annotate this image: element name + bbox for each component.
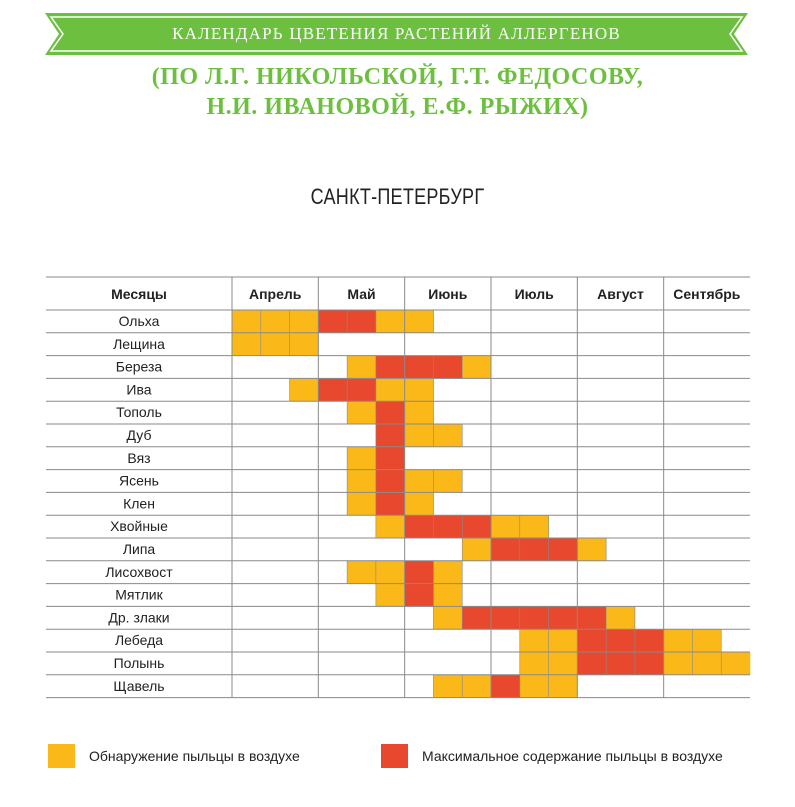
cell-detection — [721, 652, 750, 675]
cell-detection — [433, 561, 462, 584]
subtitle-line-2: Н.И. ИВАНОВОЙ, Е.Ф. РЫЖИХ) — [206, 94, 589, 120]
plant-label: Клен — [123, 495, 155, 512]
cell-detection — [347, 470, 376, 493]
cell-detection — [491, 515, 520, 538]
legend-label-max: Максимальное содержание пыльцы в воздухе — [422, 748, 723, 764]
cell-detection — [433, 424, 462, 447]
cell-detection — [347, 356, 376, 379]
legend-label-detection: Обнаружение пыльцы в воздухе — [89, 748, 300, 764]
plant-label: Вяз — [127, 449, 151, 466]
cell-max — [405, 561, 434, 584]
cell-detection — [232, 310, 261, 333]
cell-detection — [347, 561, 376, 584]
plant-label: Лебеда — [114, 632, 164, 649]
cell-detection — [376, 378, 405, 401]
cell-detection — [520, 629, 549, 652]
cell-detection — [347, 447, 376, 470]
cell-detection — [405, 401, 434, 424]
plant-label: Др. злаки — [108, 609, 170, 626]
month-header-label: Май — [347, 286, 376, 302]
cell-max — [405, 515, 434, 538]
cell-max — [549, 606, 578, 629]
cell-detection — [433, 675, 462, 698]
cell-detection — [290, 378, 319, 401]
month-header-label: Август — [597, 286, 644, 302]
cell-detection — [462, 538, 491, 561]
cell-max — [520, 606, 549, 629]
plant-label: Мятлик — [115, 586, 163, 603]
cell-detection — [347, 401, 376, 424]
cell-max — [549, 538, 578, 561]
cell-detection — [433, 470, 462, 493]
cell-detection — [232, 333, 261, 356]
cell-max — [376, 356, 405, 379]
plant-label: Дуб — [126, 427, 152, 443]
cell-detection — [549, 675, 578, 698]
cell-max — [318, 310, 347, 333]
plant-label: Липа — [122, 541, 156, 557]
month-header-label: Сентябрь — [673, 286, 741, 302]
cell-detection — [577, 538, 606, 561]
legend-swatch-detection — [48, 744, 75, 768]
cell-detection — [520, 515, 549, 538]
plant-label: Ясень — [119, 472, 159, 489]
cell-detection — [376, 310, 405, 333]
plant-label: Щавель — [113, 677, 165, 694]
cell-max — [577, 652, 606, 675]
cell-detection — [261, 310, 290, 333]
cell-detection — [606, 606, 635, 629]
cell-detection — [664, 652, 693, 675]
plant-label: Ива — [126, 381, 152, 398]
month-header-label: Июнь — [428, 286, 468, 302]
plant-label: Береза — [115, 358, 163, 375]
plant-label: Тополь — [116, 404, 162, 421]
cell-detection — [347, 492, 376, 515]
cell-detection — [520, 652, 549, 675]
cell-max — [635, 652, 664, 675]
cell-max — [405, 356, 434, 379]
cell-detection — [549, 652, 578, 675]
cell-detection — [405, 492, 434, 515]
subtitle-line-1: (ПО Л.Г. НИКОЛЬСКОЙ, Г.Т. ФЕДОСОВУ, — [151, 64, 644, 90]
cell-detection — [692, 652, 721, 675]
cell-max — [376, 470, 405, 493]
cell-max — [606, 629, 635, 652]
month-header-label: Апрель — [248, 286, 302, 302]
cell-max — [376, 401, 405, 424]
cell-detection — [549, 629, 578, 652]
cell-detection — [376, 584, 405, 607]
cell-max — [577, 629, 606, 652]
cell-max — [318, 378, 347, 401]
cell-max — [491, 675, 520, 698]
row-header-label: Месяцы — [111, 286, 167, 302]
cell-max — [635, 629, 664, 652]
plant-label: Лисохвост — [105, 563, 173, 580]
cell-max — [462, 515, 491, 538]
plant-label: Хвойные — [110, 518, 168, 535]
cell-detection — [664, 629, 693, 652]
cell-max — [433, 356, 462, 379]
cell-detection — [290, 333, 319, 356]
cell-detection — [261, 333, 290, 356]
month-header-label: Июль — [514, 286, 554, 302]
cell-max — [405, 584, 434, 607]
banner-title: КАЛЕНДАРЬ ЦВЕТЕНИЯ РАСТЕНИЙ АЛЛЕРГЕНОВ — [172, 24, 621, 43]
plant-label: Полынь — [113, 655, 165, 671]
legend-swatch-max — [381, 744, 408, 768]
cell-detection — [462, 675, 491, 698]
cell-max — [376, 424, 405, 447]
cell-max — [577, 606, 606, 629]
cell-max — [462, 606, 491, 629]
cell-detection — [405, 470, 434, 493]
cell-detection — [376, 515, 405, 538]
cell-max — [491, 606, 520, 629]
cell-detection — [405, 378, 434, 401]
cell-detection — [462, 356, 491, 379]
cell-max — [376, 492, 405, 515]
cell-detection — [405, 310, 434, 333]
cell-max — [433, 515, 462, 538]
cell-detection — [692, 629, 721, 652]
cell-detection — [290, 310, 319, 333]
cell-detection — [433, 584, 462, 607]
cell-max — [376, 447, 405, 470]
cell-detection — [405, 424, 434, 447]
cell-detection — [433, 606, 462, 629]
cell-detection — [376, 561, 405, 584]
cell-detection — [520, 675, 549, 698]
cell-max — [347, 310, 376, 333]
city-heading: САНКТ-ПЕТЕРБУРГ — [310, 184, 485, 209]
cell-max — [606, 652, 635, 675]
plant-label: Ольха — [118, 313, 160, 329]
cell-max — [520, 538, 549, 561]
cell-max — [347, 378, 376, 401]
cell-max — [491, 538, 520, 561]
plant-label: Лещина — [113, 335, 165, 352]
